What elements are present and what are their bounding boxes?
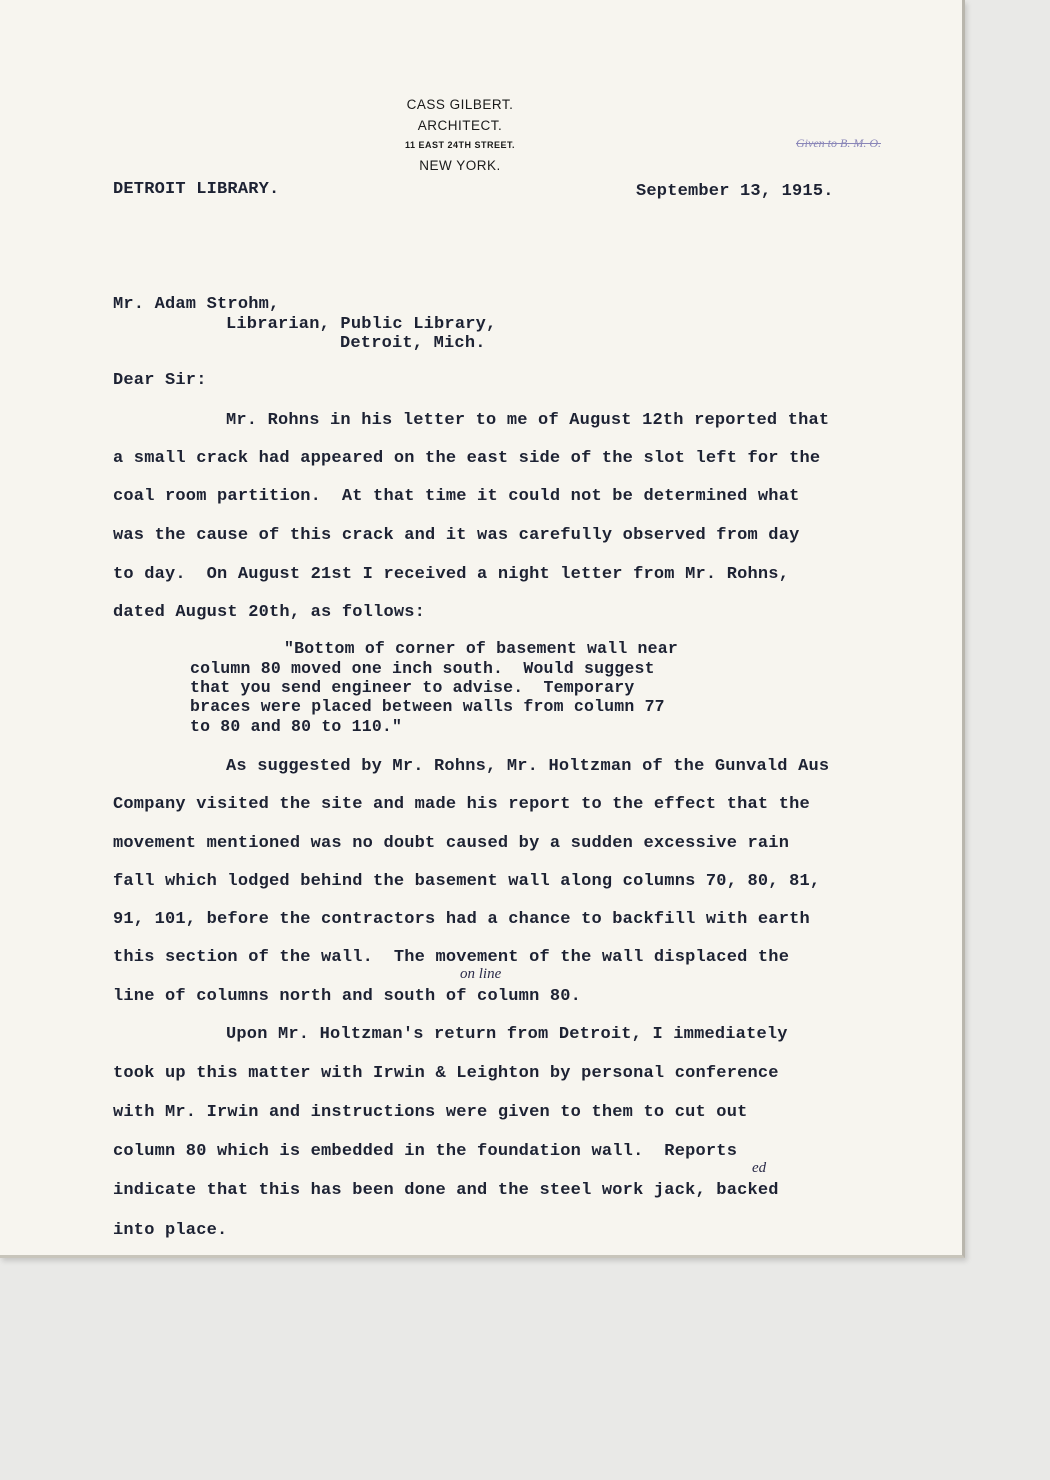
body-line: dated August 20th, as follows: (113, 603, 426, 622)
letterhead-address: 11 EAST 24TH STREET. (404, 140, 516, 150)
body-line: with Mr. Irwin and instructions were given to them to cut out (113, 1103, 748, 1122)
body-line: column 80 which is embedded in the foundation wall. Reports (113, 1142, 738, 1161)
salutation: Dear Sir: (113, 371, 207, 390)
body-line: Upon Mr. Holtzman's return from Detroit, I immediately (226, 1025, 788, 1044)
handwritten-insert-ed: ed (752, 1160, 767, 1176)
quote-line: to 80 and 80 to 110." (190, 717, 403, 736)
body-line: into place. (113, 1221, 228, 1240)
letterhead-name: CASS GILBERT. (406, 97, 514, 112)
body-line: took up this matter with Irwin & Leighton by personal conference (113, 1064, 779, 1083)
body-line: to day. On August 21st I received a night letter from Mr. Rohns, (113, 565, 790, 584)
body-line: movement mentioned was no doubt caused by a sudden excessive rain (113, 834, 790, 853)
body-line: indicate that this has been done and the steel work jack, backed (113, 1181, 779, 1200)
body-line: 91, 101, before the contractors had a chance to backfill with earth (113, 910, 810, 929)
letterhead-city: NEW YORK. (419, 158, 501, 173)
letterhead (360, 94, 560, 176)
handwritten-insert-on-line: on line (460, 966, 502, 982)
addressee-name: Mr. Adam Strohm, (113, 295, 280, 314)
quote-line: "Bottom of corner of basement wall near (284, 639, 678, 658)
addressee-title: Librarian, Public Library, (226, 315, 497, 334)
quote-line: column 80 moved one inch south. Would suggest (190, 659, 655, 678)
body-line: fall which lodged behind the basement wall along columns 70, 80, 81, (113, 872, 821, 891)
quote-line: that you send engineer to advise. Temporary (190, 678, 635, 697)
given-to-stamp: Given to B. M. O. (796, 136, 881, 150)
body-line: was the cause of this crack and it was carefully observed from day (113, 526, 800, 545)
letter-date: September 13, 1915. (636, 182, 834, 201)
subject-line: DETROIT LIBRARY. (113, 180, 280, 199)
body-line: line of columns north and south of column 80. (113, 987, 582, 1006)
body-line: Mr. Rohns in his letter to me of August 12th reported that (226, 411, 830, 430)
body-line: coal room partition. At that time it could not be determined what (113, 487, 800, 506)
body-line: Company visited the site and made his report to the effect that the (113, 795, 810, 814)
body-line: a small crack had appeared on the east side of the slot left for the (113, 449, 821, 468)
addressee-city: Detroit, Mich. (340, 334, 486, 353)
quote-line: braces were placed between walls from column 77 (190, 697, 665, 716)
body-line: this section of the wall. The movement of the wall displaced the (113, 948, 790, 967)
letterhead-title: ARCHITECT. (417, 118, 503, 133)
body-line: As suggested by Mr. Rohns, Mr. Holtzman of the Gunvald Aus (226, 757, 830, 776)
